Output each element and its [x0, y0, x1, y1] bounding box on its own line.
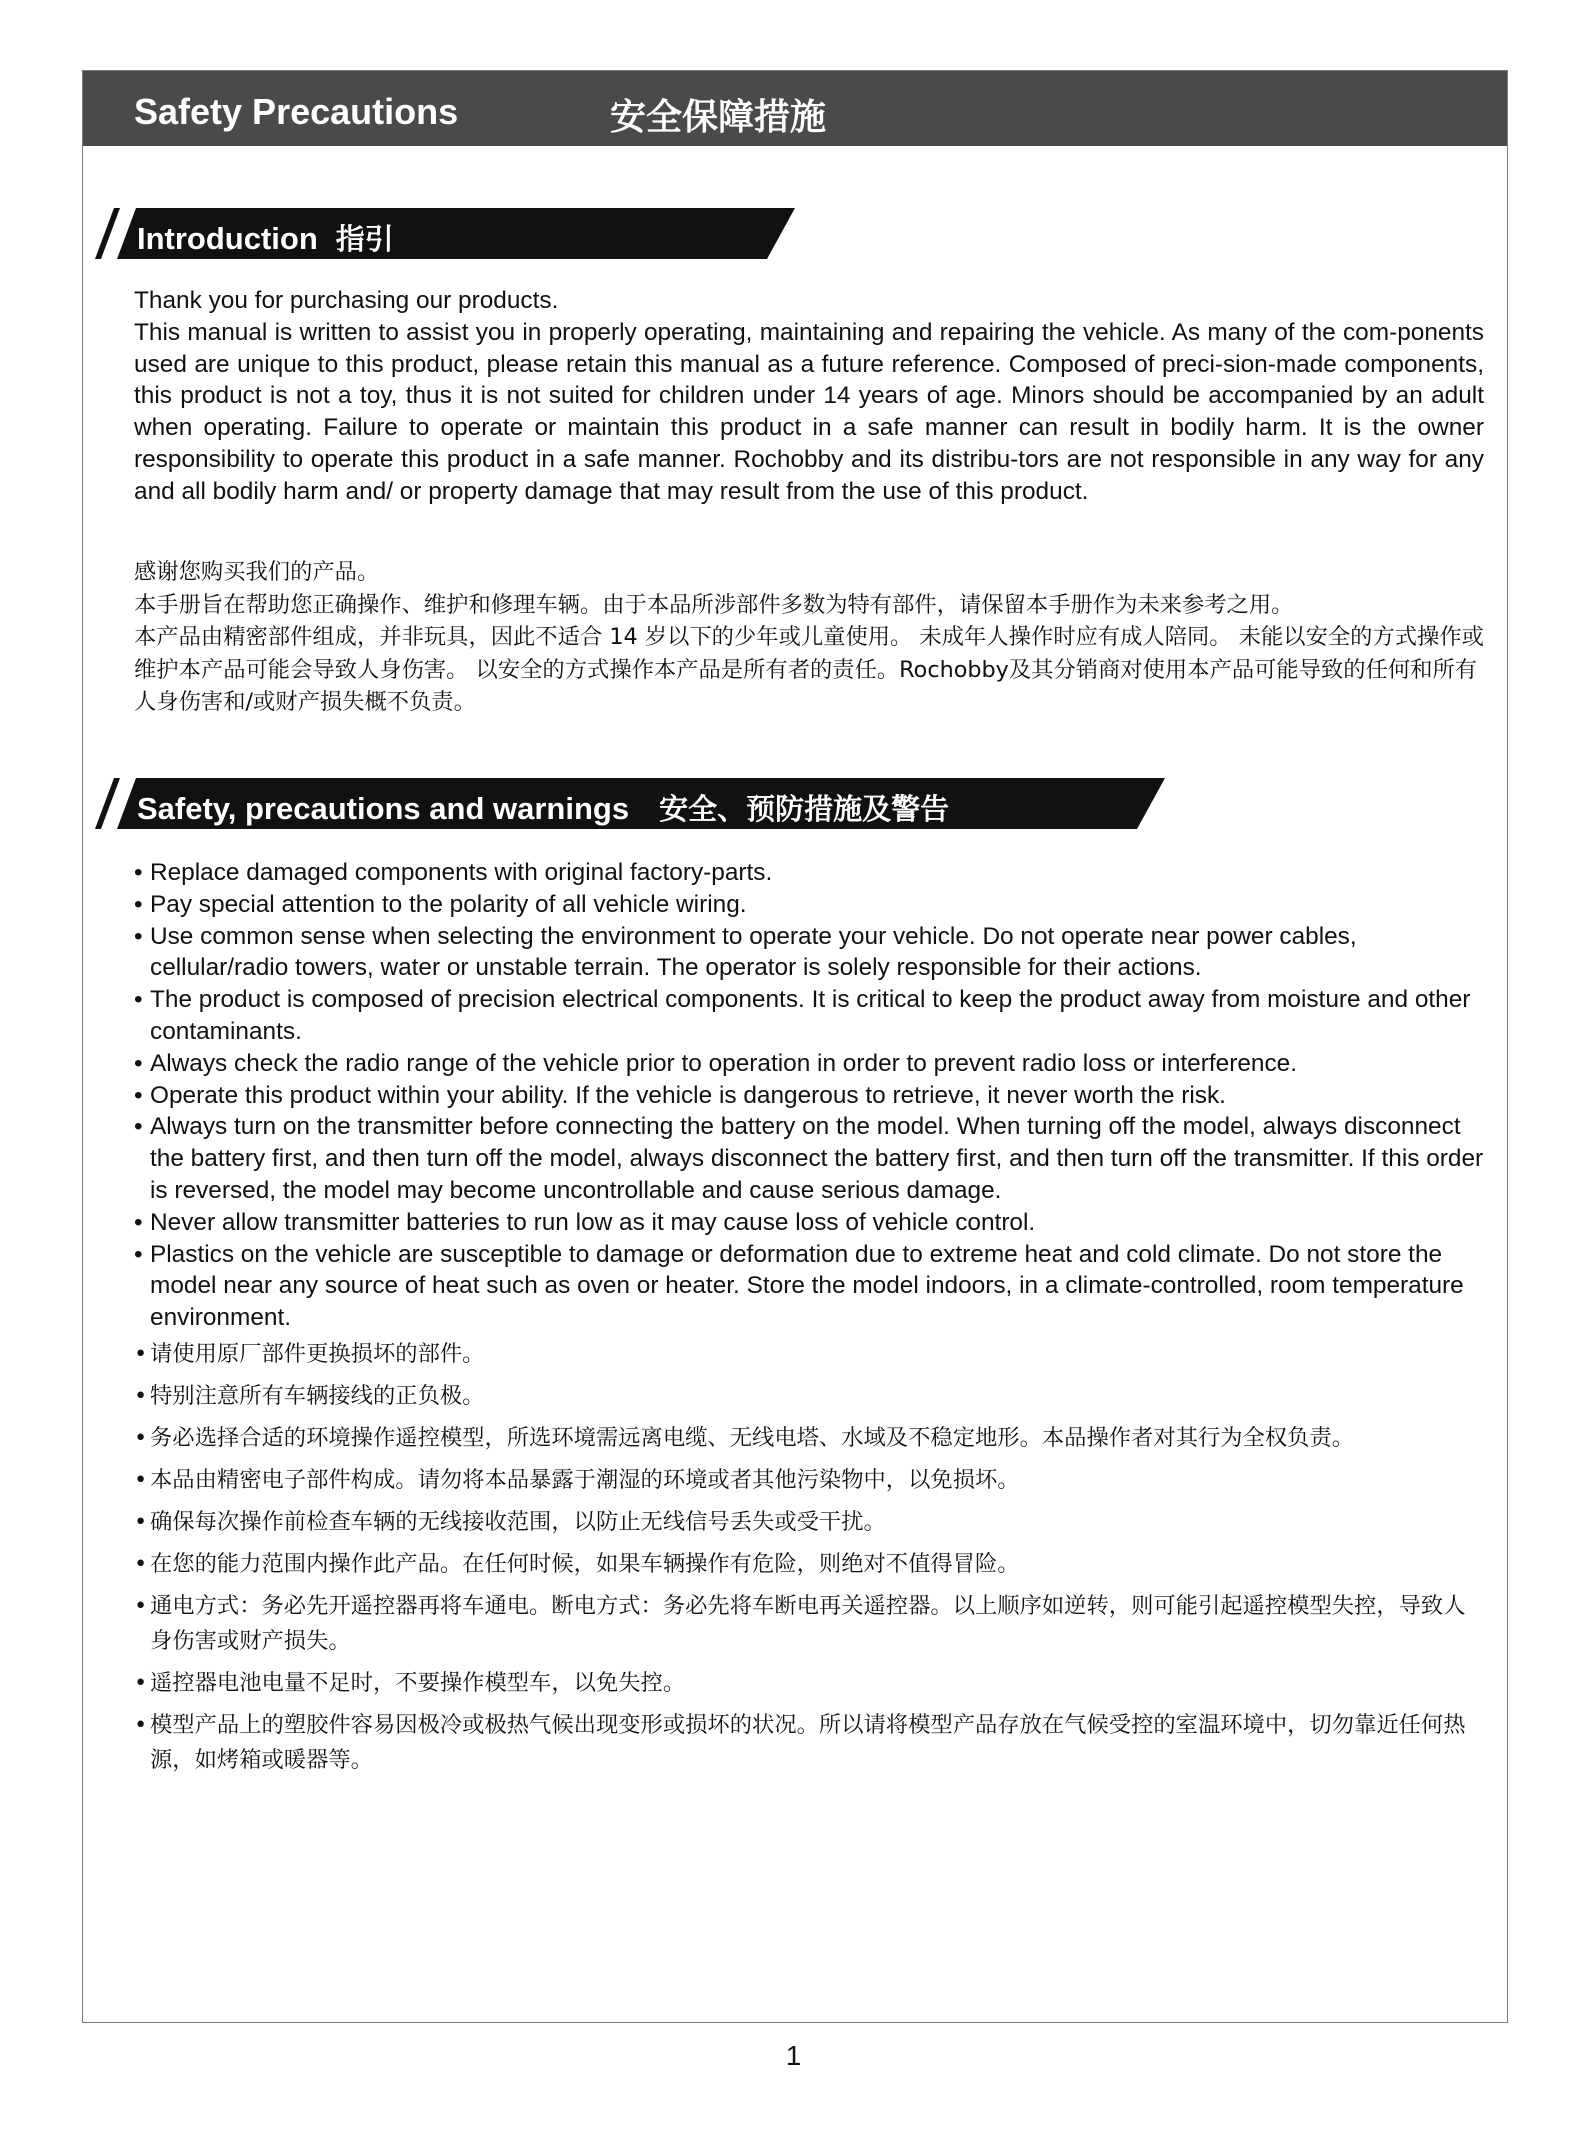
page-number: 1: [785, 2040, 802, 2071]
introduction-paragraph-cn: 感谢您购买我们的产品。 本手册旨在帮助您正确操作、维护和修理车辆。由于本品所涉部件多数为特有部件，请保留本手册作为未来参考之用。 本产品由精密部件组成，并非玩具，因此不适合 14 岁以下的少年或儿童使用。 未成年人操作时应有成人陪同。 未能以安全的方式操作或维护本产品可能会导致人身伤害。 以安全的方式操作本产品是所有者的责任。Rochobby及其分销商对使用本产品可能导致的任何和所有人身伤害和/或财产损失概不负责。: [134, 559, 1484, 715]
safety-item-en: • Never allow transmitter batteries to run low as it may cause loss of vehicle control.: [134, 1207, 1486, 1239]
safety-item-en: • Pay special attention to the polarity of all vehicle wiring.: [134, 889, 1486, 921]
safety-item-en: • Always turn on the transmitter before connecting the battery on the model. When turning off the model, always disconnect the battery first, and then turn off the model, always disconnect the battery first, and then turn off the transmitter. If this order is reversed, the model may become uncontrollable and cause serious damage.: [134, 1111, 1486, 1206]
safety-list-en: [134, 857, 1486, 1334]
safety-item-cn: • 在您的能力范围内操作此产品。在任何时候，如果车辆操作有危险，则绝对不值得冒险。: [134, 1547, 1486, 1582]
safety-list-cn: [134, 1337, 1486, 1785]
safety-item-en: • Plastics on the vehicle are susceptible to damage or deformation due to extreme heat and cold climate. Do not store the model near any source of heat such as oven or heater. Store the model indoors, in a climate-controlled, room temperature environment.: [134, 1239, 1486, 1334]
safety-item-cn: • 模型产品上的塑胶件容易因极冷或极热气候出现变形或损坏的状况。所以请将模型产品存放在气候受控的室温环境中，切勿靠近任何热源，如烤箱或暖器等。: [134, 1708, 1486, 1778]
safety-item-cn: • 通电方式：务必先开遥控器再将车通电。断电方式：务必先将车断电再关遥控器。以上顺序如逆转，则可能引起遥控模型失控，导致人身伤害或财产损失。: [134, 1589, 1486, 1659]
introduction-heading-en: Introduction: [137, 221, 318, 256]
safety-item-cn: • 务必选择合适的环境操作遥控模型，所选环境需远离电缆、无线电塔、水域及不稳定地形。本品操作者对其行为全权负责。: [134, 1421, 1486, 1456]
page-frame: [82, 70, 1508, 2023]
safety-item-en: • Operate this product within your ability. If the vehicle is dangerous to retrieve, it never worth the risk.: [134, 1080, 1486, 1112]
safety-item-en: • The product is composed of precision electrical components. It is critical to keep the product away from moisture and other contaminants.: [134, 984, 1486, 1048]
safety-item-en: • Always check the radio range of the vehicle prior to operation in order to prevent radio loss or interference.: [134, 1048, 1486, 1080]
header-title-en: Safety Precautions: [134, 91, 459, 132]
safety-item-en: • Replace damaged components with original factory-parts.: [134, 857, 1486, 889]
safety-item-cn: • 请使用原厂部件更换损坏的部件。: [134, 1337, 1486, 1372]
introduction-paragraph-en: Thank you for purchasing our products. This manual is written to assist you in properly operating, maintaining and repairing the vehicle. As many of the com-ponents used are unique to this product, please retain this manual as a future reference. Composed of preci-sion-made components, this product is not a toy, thus it is not suited for children under 14 years of age. Minors should be accompanied by an adult when operating. Failure to operate or maintain this product in a safe manner can result in bodily harm. It is the owner responsibility to operate this product in a safe manner. Rochobby and its distribu-tors are not responsible in any way for any and all bodily harm and/ or property damage that may result from the use of this product.: [134, 287, 1484, 505]
header-title-cn: 安全保障措施: [610, 97, 827, 138]
safety-heading-en: Safety, precautions and warnings: [137, 791, 630, 826]
safety-item-cn: • 遥控器电池电量不足时，不要操作模型车，以免失控。: [134, 1666, 1486, 1701]
safety-banner: [95, 778, 1165, 829]
introduction-banner: [95, 208, 795, 259]
introduction-heading: [137, 217, 394, 258]
safety-item-cn: • 确保每次操作前检查车辆的无线接收范围，以防止无线信号丢失或受干扰。: [134, 1505, 1486, 1540]
safety-item-cn: • 本品由精密电子部件构成。请勿将本品暴露于潮湿的环境或者其他污染物中，以免损坏。: [134, 1463, 1486, 1498]
header-bar: [83, 71, 1507, 146]
safety-item-cn: • 特别注意所有车辆接线的正负极。: [134, 1379, 1486, 1414]
introduction-heading-cn: 指引: [335, 222, 394, 256]
safety-item-en: • Use common sense when selecting the environment to operate your vehicle. Do not operate near power cables, cellular/radio towers, water or unstable terrain. The operator is solely responsible for their actions.: [134, 921, 1486, 985]
safety-heading: [137, 787, 949, 828]
safety-heading-cn: 安全、预防措施及警告: [659, 792, 950, 826]
